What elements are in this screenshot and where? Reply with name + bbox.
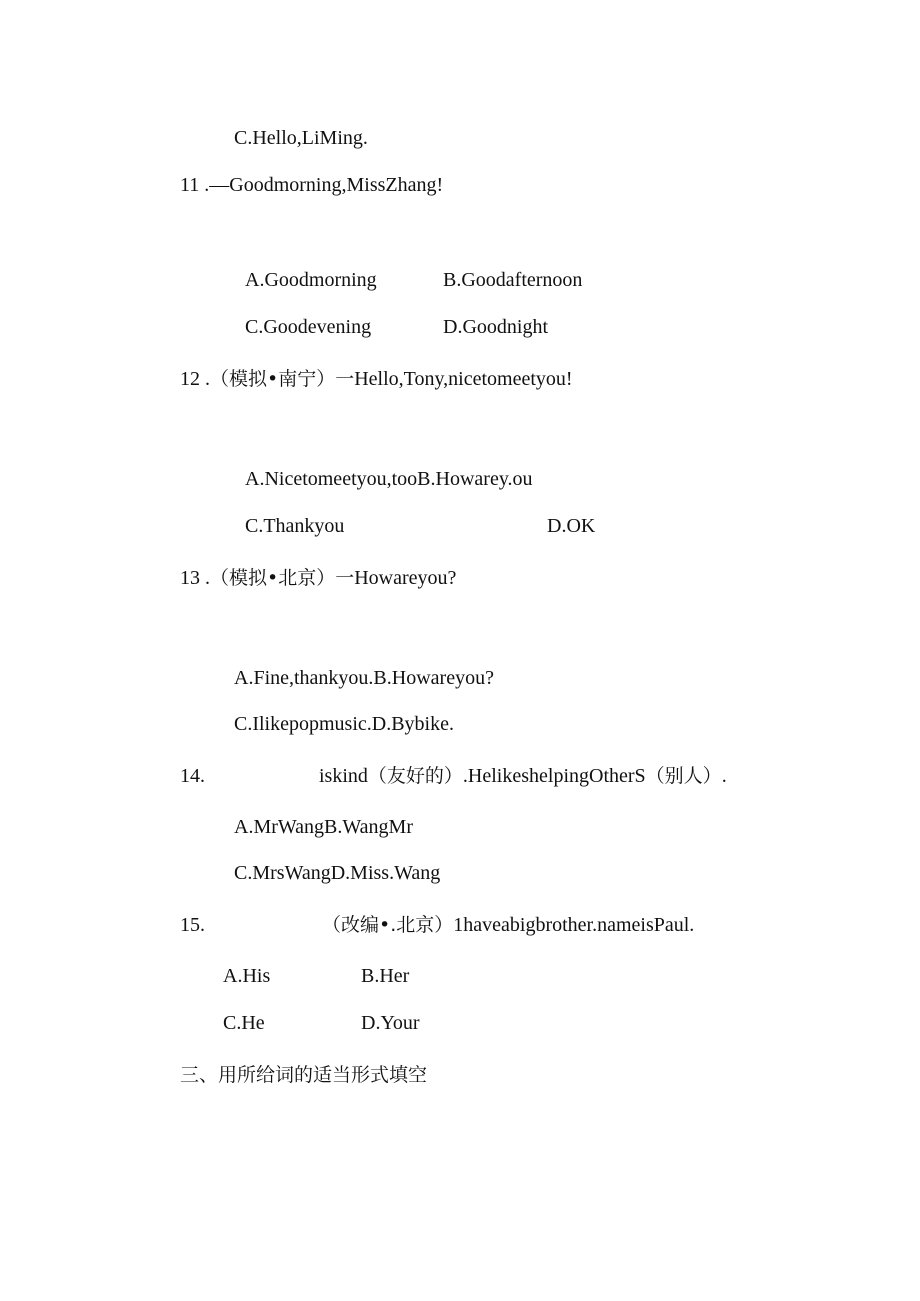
q13-options-ab: A.Fine,thankyou.B.Howareyou? <box>234 667 494 689</box>
q12-options-ab: A.Nicetomeetyou,tooB.Howarey.ou <box>245 468 533 490</box>
q14-text-2: .HelikeshelpingOtherS <box>462 765 646 787</box>
q12-source: （模拟•南宁）一 <box>210 368 355 390</box>
q14-number: 14. <box>180 765 205 787</box>
q11-stem: 11 .—Goodmorning,MissZhang! <box>180 174 444 196</box>
q13-number: 13 . <box>180 567 210 589</box>
q13-source: （模拟•北京）一 <box>210 567 355 589</box>
q12-text: Hello,Tony,nicetomeetyou! <box>354 368 573 390</box>
q12-option-c: C.Thankyou <box>245 515 345 537</box>
q12-stem <box>180 367 573 391</box>
q12-option-d: D.OK <box>547 515 596 537</box>
q14-options-ab: A.MrWangB.WangMr <box>234 816 413 838</box>
q11-option-c: C.Goodevening <box>245 316 372 338</box>
q11-option-a: A.Goodmorning <box>245 269 377 291</box>
section-3-heading: 三、用所给词的适当形式填空 <box>180 1064 428 1086</box>
q11-option-d: D.Goodnight <box>443 316 548 338</box>
q13-text: Howareyou? <box>354 567 457 589</box>
q14-gloss-2: （别人） <box>645 765 722 787</box>
q15-stem <box>322 913 694 937</box>
q15-option-c: C.He <box>223 1012 265 1034</box>
q15-source: （改编•.北京） <box>322 914 454 936</box>
q14-text-1: iskind <box>319 765 368 787</box>
q14-end: . <box>721 765 727 787</box>
q14-gloss-1: （友好的） <box>367 765 463 787</box>
q15-number: 15. <box>180 914 205 936</box>
q13-options-cd: C.Ilikepopmusic.D.Bybike. <box>234 713 454 735</box>
q10-option-c: C.Hello,LiMing. <box>234 127 368 149</box>
q11-option-b: B.Goodafternoon <box>443 269 583 291</box>
q15-option-d: D.Your <box>361 1012 420 1034</box>
q14-options-cd: C.MrsWangD.Miss.Wang <box>234 862 441 884</box>
q13-stem <box>180 566 456 590</box>
q15-option-b: B.Her <box>361 965 410 987</box>
q12-number: 12 . <box>180 368 210 390</box>
q15-option-a: A.His <box>223 965 271 987</box>
q14-stem <box>319 764 727 788</box>
q15-text: 1haveabigbrother.nameisPaul. <box>453 914 695 936</box>
